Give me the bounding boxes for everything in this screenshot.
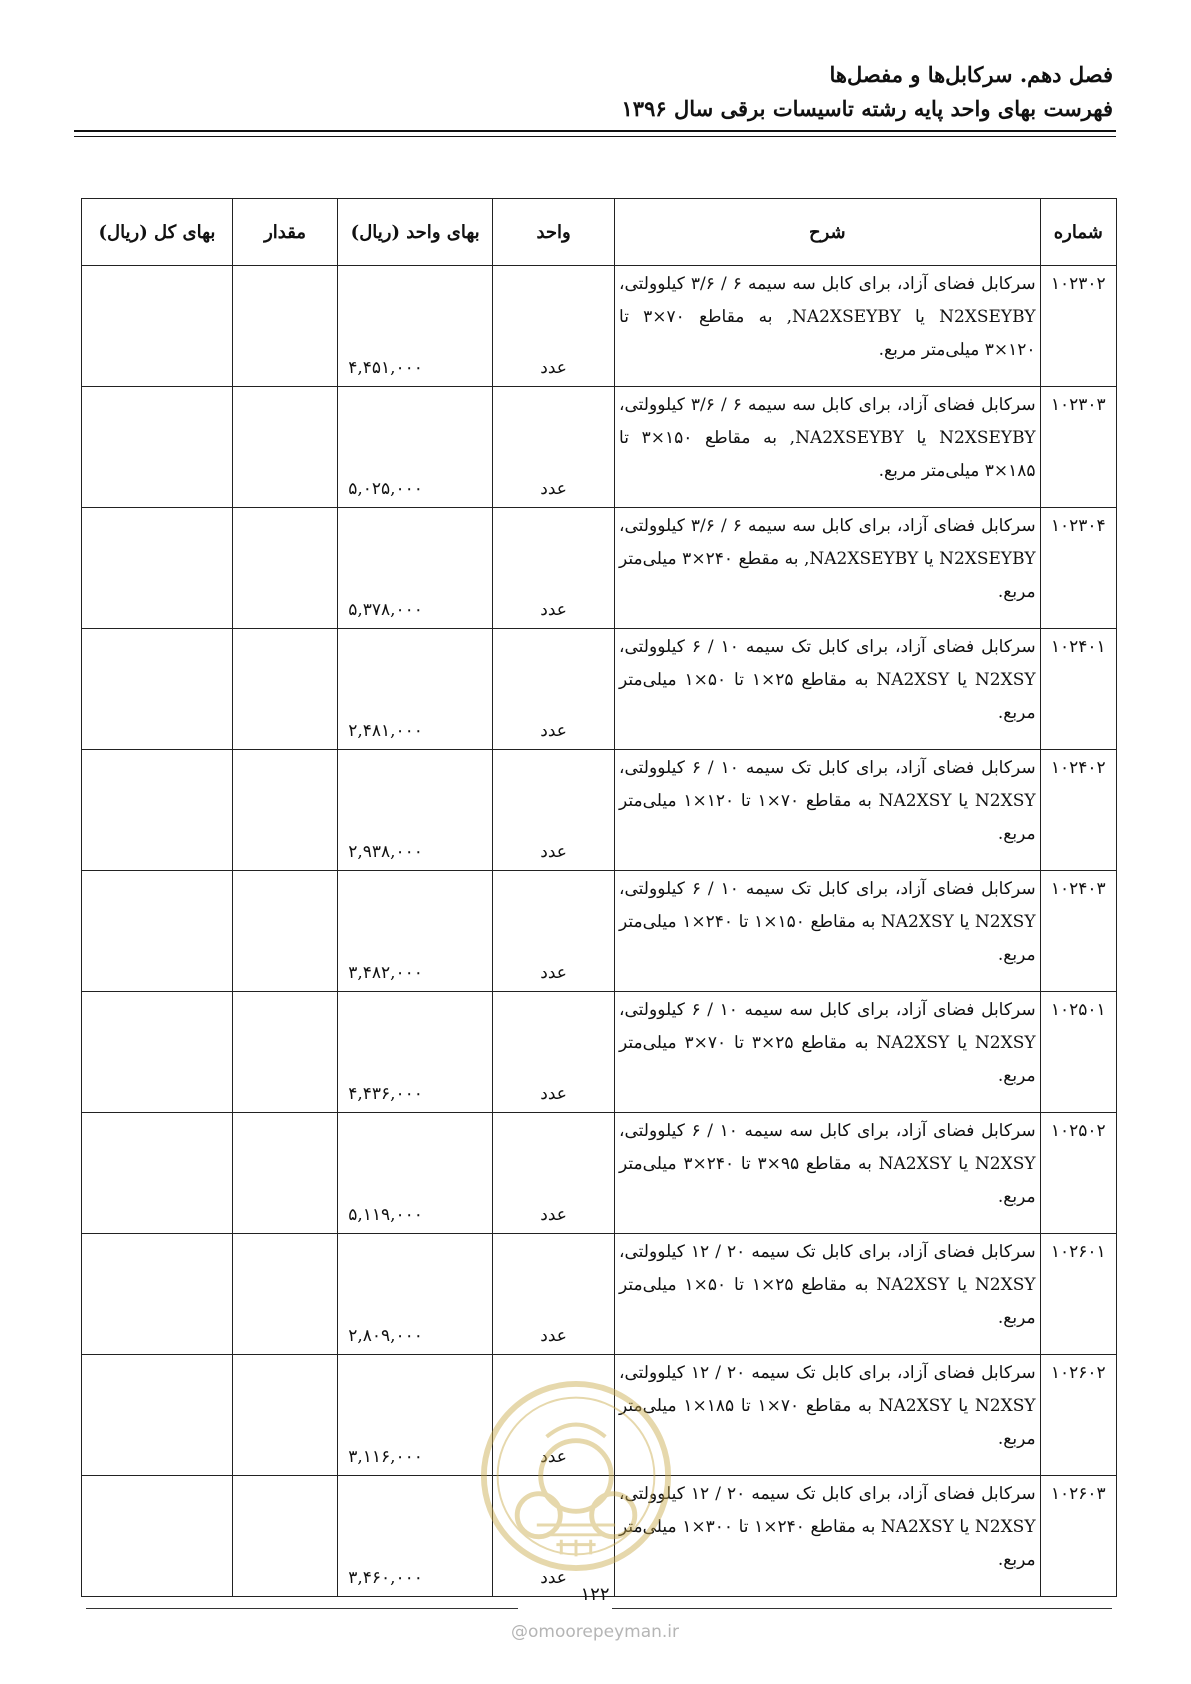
table-row (82, 1113, 1117, 1234)
item-number: ۱۰۲۶۰۲ (1040, 1355, 1116, 1476)
item-description: سرکابل فضای آزاد، برای کابل تک سیمه ۱۰ / ۶ کیلوولتی، N2XSY یا NA2XSY به مقاطع ۷۰×۱ تا ۱۲۰×۱ میلی‌متر مربع. (615, 750, 1041, 871)
item-description: سرکابل فضای آزاد، برای کابل سه سیمه ۶ / ۳/۶ کیلوولتی، N2XSEYBY یا NA2XSEYBY, به مقطع ۲۴۰×۳ میلی‌متر مربع. (615, 508, 1041, 629)
column-header-total-price: بهای کل (ریال) (82, 199, 233, 266)
item-description: سرکابل فضای آزاد، برای کابل تک سیمه ۲۰ / ۱۲ کیلوولتی، N2XSY یا NA2XSY به مقاطع ۲۵×۱ تا ۵۰×۱ میلی‌متر مربع. (615, 1234, 1041, 1355)
item-unit: عدد (493, 1476, 615, 1597)
item-total-price (82, 508, 233, 629)
item-number: ۱۰۲۳۰۳ (1040, 387, 1116, 508)
item-unit: عدد (493, 1234, 615, 1355)
item-description: سرکابل فضای آزاد، برای کابل سه سیمه ۶ / ۳/۶ کیلوولتی، N2XSEYBY یا NA2XSEYBY, به مقاطع ۷۰×۳ تا ۱۲۰×۳ میلی‌متر مربع. (615, 266, 1041, 387)
item-unit: عدد (493, 1355, 615, 1476)
item-unit: عدد (493, 750, 615, 871)
table-header-row (82, 199, 1117, 266)
item-description: سرکابل فضای آزاد، برای کابل سه سیمه ۶ / ۳/۶ کیلوولتی، N2XSEYBY یا NA2XSEYBY, به مقاطع ۱۵۰×۳ تا ۱۸۵×۳ میلی‌متر مربع. (615, 387, 1041, 508)
item-number: ۱۰۲۶۰۳ (1040, 1476, 1116, 1597)
table-row (82, 750, 1117, 871)
table-row (82, 992, 1117, 1113)
item-total-price (82, 629, 233, 750)
item-unit-price: ۲,۸۰۹,۰۰۰ (338, 1234, 493, 1355)
chapter-title: فصل دهم. سرکابل‌ها و مفصل‌ها (829, 62, 1113, 87)
header-rule-thin (74, 136, 1116, 137)
item-unit: عدد (493, 508, 615, 629)
item-total-price (82, 266, 233, 387)
item-total-price (82, 992, 233, 1113)
item-total-price (82, 1355, 233, 1476)
item-unit-price: ۲,۹۳۸,۰۰۰ (338, 750, 493, 871)
item-unit-price: ۵,۳۷۸,۰۰۰ (338, 508, 493, 629)
seal-watermark-icon (478, 1378, 674, 1574)
item-description: سرکابل فضای آزاد، برای کابل تک سیمه ۲۰ / ۱۲ کیلوولتی، N2XSY یا NA2XSY به مقاطع ۲۴۰×۱ تا ۳۰۰×۱ میلی‌متر مربع. (615, 1476, 1041, 1597)
item-total-price (82, 871, 233, 992)
item-quantity (232, 266, 337, 387)
item-number: ۱۰۲۴۰۲ (1040, 750, 1116, 871)
item-number: ۱۰۲۳۰۴ (1040, 508, 1116, 629)
item-unit-price: ۵,۰۲۵,۰۰۰ (338, 387, 493, 508)
table-row (82, 508, 1117, 629)
footer-rule-right (612, 1608, 1112, 1609)
item-quantity (232, 629, 337, 750)
item-total-price (82, 1476, 233, 1597)
header-rule-thick (74, 130, 1116, 132)
item-description: سرکابل فضای آزاد، برای کابل تک سیمه ۱۰ / ۶ کیلوولتی، N2XSY یا NA2XSY به مقاطع ۲۵×۱ تا ۵۰×۱ میلی‌متر مربع. (615, 629, 1041, 750)
column-header-unit: واحد (493, 199, 615, 266)
item-quantity (232, 508, 337, 629)
item-number: ۱۰۲۴۰۳ (1040, 871, 1116, 992)
table-row (82, 871, 1117, 992)
item-unit-price: ۳,۱۱۶,۰۰۰ (338, 1355, 493, 1476)
column-header-number: شماره (1040, 199, 1116, 266)
item-unit-price: ۲,۴۸۱,۰۰۰ (338, 629, 493, 750)
item-number: ۱۰۲۳۰۲ (1040, 266, 1116, 387)
item-unit-price: ۳,۴۸۲,۰۰۰ (338, 871, 493, 992)
item-unit: عدد (493, 992, 615, 1113)
item-quantity (232, 1234, 337, 1355)
item-unit: عدد (493, 387, 615, 508)
column-header-unit-price: بهای واحد (ریال) (338, 199, 493, 266)
item-number: ۱۰۲۶۰۱ (1040, 1234, 1116, 1355)
item-description: سرکابل فضای آزاد، برای کابل تک سیمه ۱۰ / ۶ کیلوولتی، N2XSY یا NA2XSY به مقاطع ۱۵۰×۱ تا ۲۴۰×۱ میلی‌متر مربع. (615, 871, 1041, 992)
item-unit: عدد (493, 1113, 615, 1234)
item-quantity (232, 750, 337, 871)
item-unit-price: ۴,۴۳۶,۰۰۰ (338, 992, 493, 1113)
item-unit-price: ۳,۴۶۰,۰۰۰ (338, 1476, 493, 1597)
item-unit: عدد (493, 871, 615, 992)
item-unit: عدد (493, 629, 615, 750)
page-number: ۱۲۲ (580, 1584, 610, 1605)
item-quantity (232, 871, 337, 992)
item-total-price (82, 1113, 233, 1234)
item-total-price (82, 750, 233, 871)
item-description: سرکابل فضای آزاد، برای کابل سه سیمه ۱۰ / ۶ کیلوولتی، N2XSY یا NA2XSY به مقاطع ۲۵×۳ تا ۷۰×۳ میلی‌متر مربع. (615, 992, 1041, 1113)
table-row (82, 266, 1117, 387)
item-description: سرکابل فضای آزاد، برای کابل سه سیمه ۱۰ / ۶ کیلوولتی، N2XSY یا NA2XSY به مقاطع ۹۵×۳ تا ۲۴۰×۳ میلی‌متر مربع. (615, 1113, 1041, 1234)
item-number: ۱۰۲۵۰۱ (1040, 992, 1116, 1113)
item-quantity (232, 1113, 337, 1234)
item-number: ۱۰۲۵۰۲ (1040, 1113, 1116, 1234)
document-title: فهرست بهای واحد پایه رشته تاسیسات برقی سال ۱۳۹۶ (621, 96, 1113, 121)
table-row (82, 1234, 1117, 1355)
table-row (82, 387, 1117, 508)
item-total-price (82, 1234, 233, 1355)
item-quantity (232, 1355, 337, 1476)
item-description: سرکابل فضای آزاد، برای کابل تک سیمه ۲۰ / ۱۲ کیلوولتی، N2XSY یا NA2XSY به مقاطع ۷۰×۱ تا ۱۸۵×۱ میلی‌متر مربع. (615, 1355, 1041, 1476)
item-unit: عدد (493, 266, 615, 387)
item-unit-price: ۴,۴۵۱,۰۰۰ (338, 266, 493, 387)
column-header-description: شرح (615, 199, 1041, 266)
item-number: ۱۰۲۴۰۱ (1040, 629, 1116, 750)
page-header (73, 58, 1113, 126)
column-header-quantity: مقدار (232, 199, 337, 266)
item-total-price (82, 387, 233, 508)
item-unit-price: ۵,۱۱۹,۰۰۰ (338, 1113, 493, 1234)
item-quantity (232, 387, 337, 508)
item-quantity (232, 992, 337, 1113)
footer-rule-left (86, 1608, 518, 1609)
site-watermark: @omoorepeyman.ir (510, 1622, 680, 1642)
item-quantity (232, 1476, 337, 1597)
table-row (82, 629, 1117, 750)
